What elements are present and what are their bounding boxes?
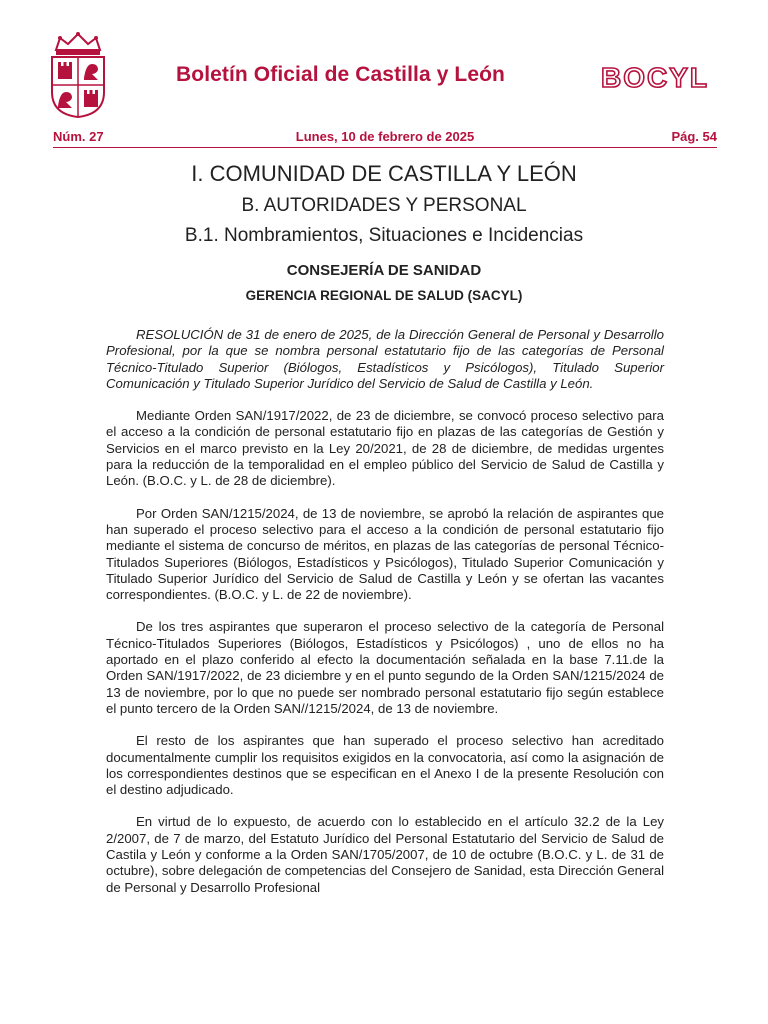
issue-number: Núm. 27	[53, 129, 104, 144]
body-paragraph: Por Orden SAN/1215/2024, de 13 de noviembre, se aprobó la relación de aspirantes que han superado el proceso selectivo para el acceso a la condición de personal estatutario fijo mediante el sistema de concurso de méritos, en plazas de las categorías de personal Técnico-Titulados Superiores (Biólogos, Estadísticos y Psicólogos), Titulado Superior Comunicación y Titulado Superior Jurídico del Servicio de Salud de Castilla y León y se ofertan las vacantes correspondientes. (B.O.C. y L. de 22 de noviembre).	[106, 505, 664, 603]
body-paragraph: El resto de los aspirantes que han superado el proceso selectivo han acreditado documentalmente cumplir los requisitos exigidos en la convocatoria, así como la asignación de los correspondientes destinos que se especifican en el Anexo I de la presente Resolución con el destino adjudicado.	[106, 733, 664, 798]
section-heading-level2: B. AUTORIDADES Y PERSONAL	[241, 195, 527, 216]
resolution-summary: RESOLUCIÓN de 31 de enero de 2025, de la Dirección General de Personal y Desarrollo Profesional, por la que se nombra personal estatutario fijo de las categorías de Personal Técnico-Titulado Superior (Biólogos, Estadísticos y Psicólogos), Titulado Superior Comunicación y Titulado Superior Jurídico del Servicio de Salud de Castilla y León.	[106, 327, 664, 391]
bocyl-logo	[590, 62, 720, 92]
section-heading-level3: B.1. Nombramientos, Situaciones e Incidencias	[184, 225, 584, 246]
department-heading: CONSEJERÍA DE SANIDAD	[286, 262, 482, 279]
body-paragraph: En virtud de lo expuesto, de acuerdo con lo establecido en el artículo 32.2 de la Ley 2/2007, de 7 de marzo, del Estatuto Jurídico del Personal Estatutario del Servicio de Salud de Castila y León y conforme a la Orden SAN/1705/2007, de 10 de octubre (B.O.C. y L. de 31 de octubre), sobre delegación de competencias del Consejero de Sanidad, esta Dirección General de Personal y Desarrollo Profesional	[106, 814, 664, 895]
coat-of-arms-icon	[48, 32, 108, 118]
issue-date: Lunes, 10 de febrero de 2025	[295, 129, 475, 144]
header-divider	[53, 147, 717, 148]
body-paragraph: De los tres aspirantes que superaron el proceso selectivo de la categoría de Personal Técnico-Titulados Superiores (Biólogos, Estadísticos y Psicólogos) , uno de ellos no ha aportado en el plazo conferido al efecto la documentación señalada en la base 7.11.de la Orden SAN/1917/2022, de 23 diciembre y en el punto segundo de la Orden SAN/1215/2024 de 13 de noviembre, por lo que no puede ser nombrado personal estatutario fijo según establece el punto tercero de la Orden SAN//1215/2024, de 13 de noviembre.	[106, 619, 664, 716]
page-number: Pág. 54	[671, 129, 717, 144]
bulletin-title: Boletín Oficial de Castilla y León	[176, 63, 505, 86]
section-heading-level1: I. COMUNIDAD DE CASTILLA Y LEÓN	[191, 161, 577, 186]
bulletin-header	[0, 0, 768, 144]
agency-heading: GERENCIA REGIONAL DE SALUD (SACYL)	[245, 288, 523, 303]
svg-text:BOCYL: BOCYL	[601, 62, 709, 92]
issue-meta-row	[53, 129, 717, 147]
document-body	[106, 327, 664, 912]
body-paragraph: Mediante Orden SAN/1917/2022, de 23 de diciembre, se convocó proceso selectivo para el acceso a la condición de personal estatutario fijo en plazas de las categorías de Gestión y Servicios en el marco previsto en la Ley 20/2021, de 28 de diciembre, de medidas urgentes para la reducción de la temporalidad en el empleo público del Servicio de Salud de Castilla y León. (B.O.C. y L. de 28 de diciembre).	[106, 408, 664, 489]
